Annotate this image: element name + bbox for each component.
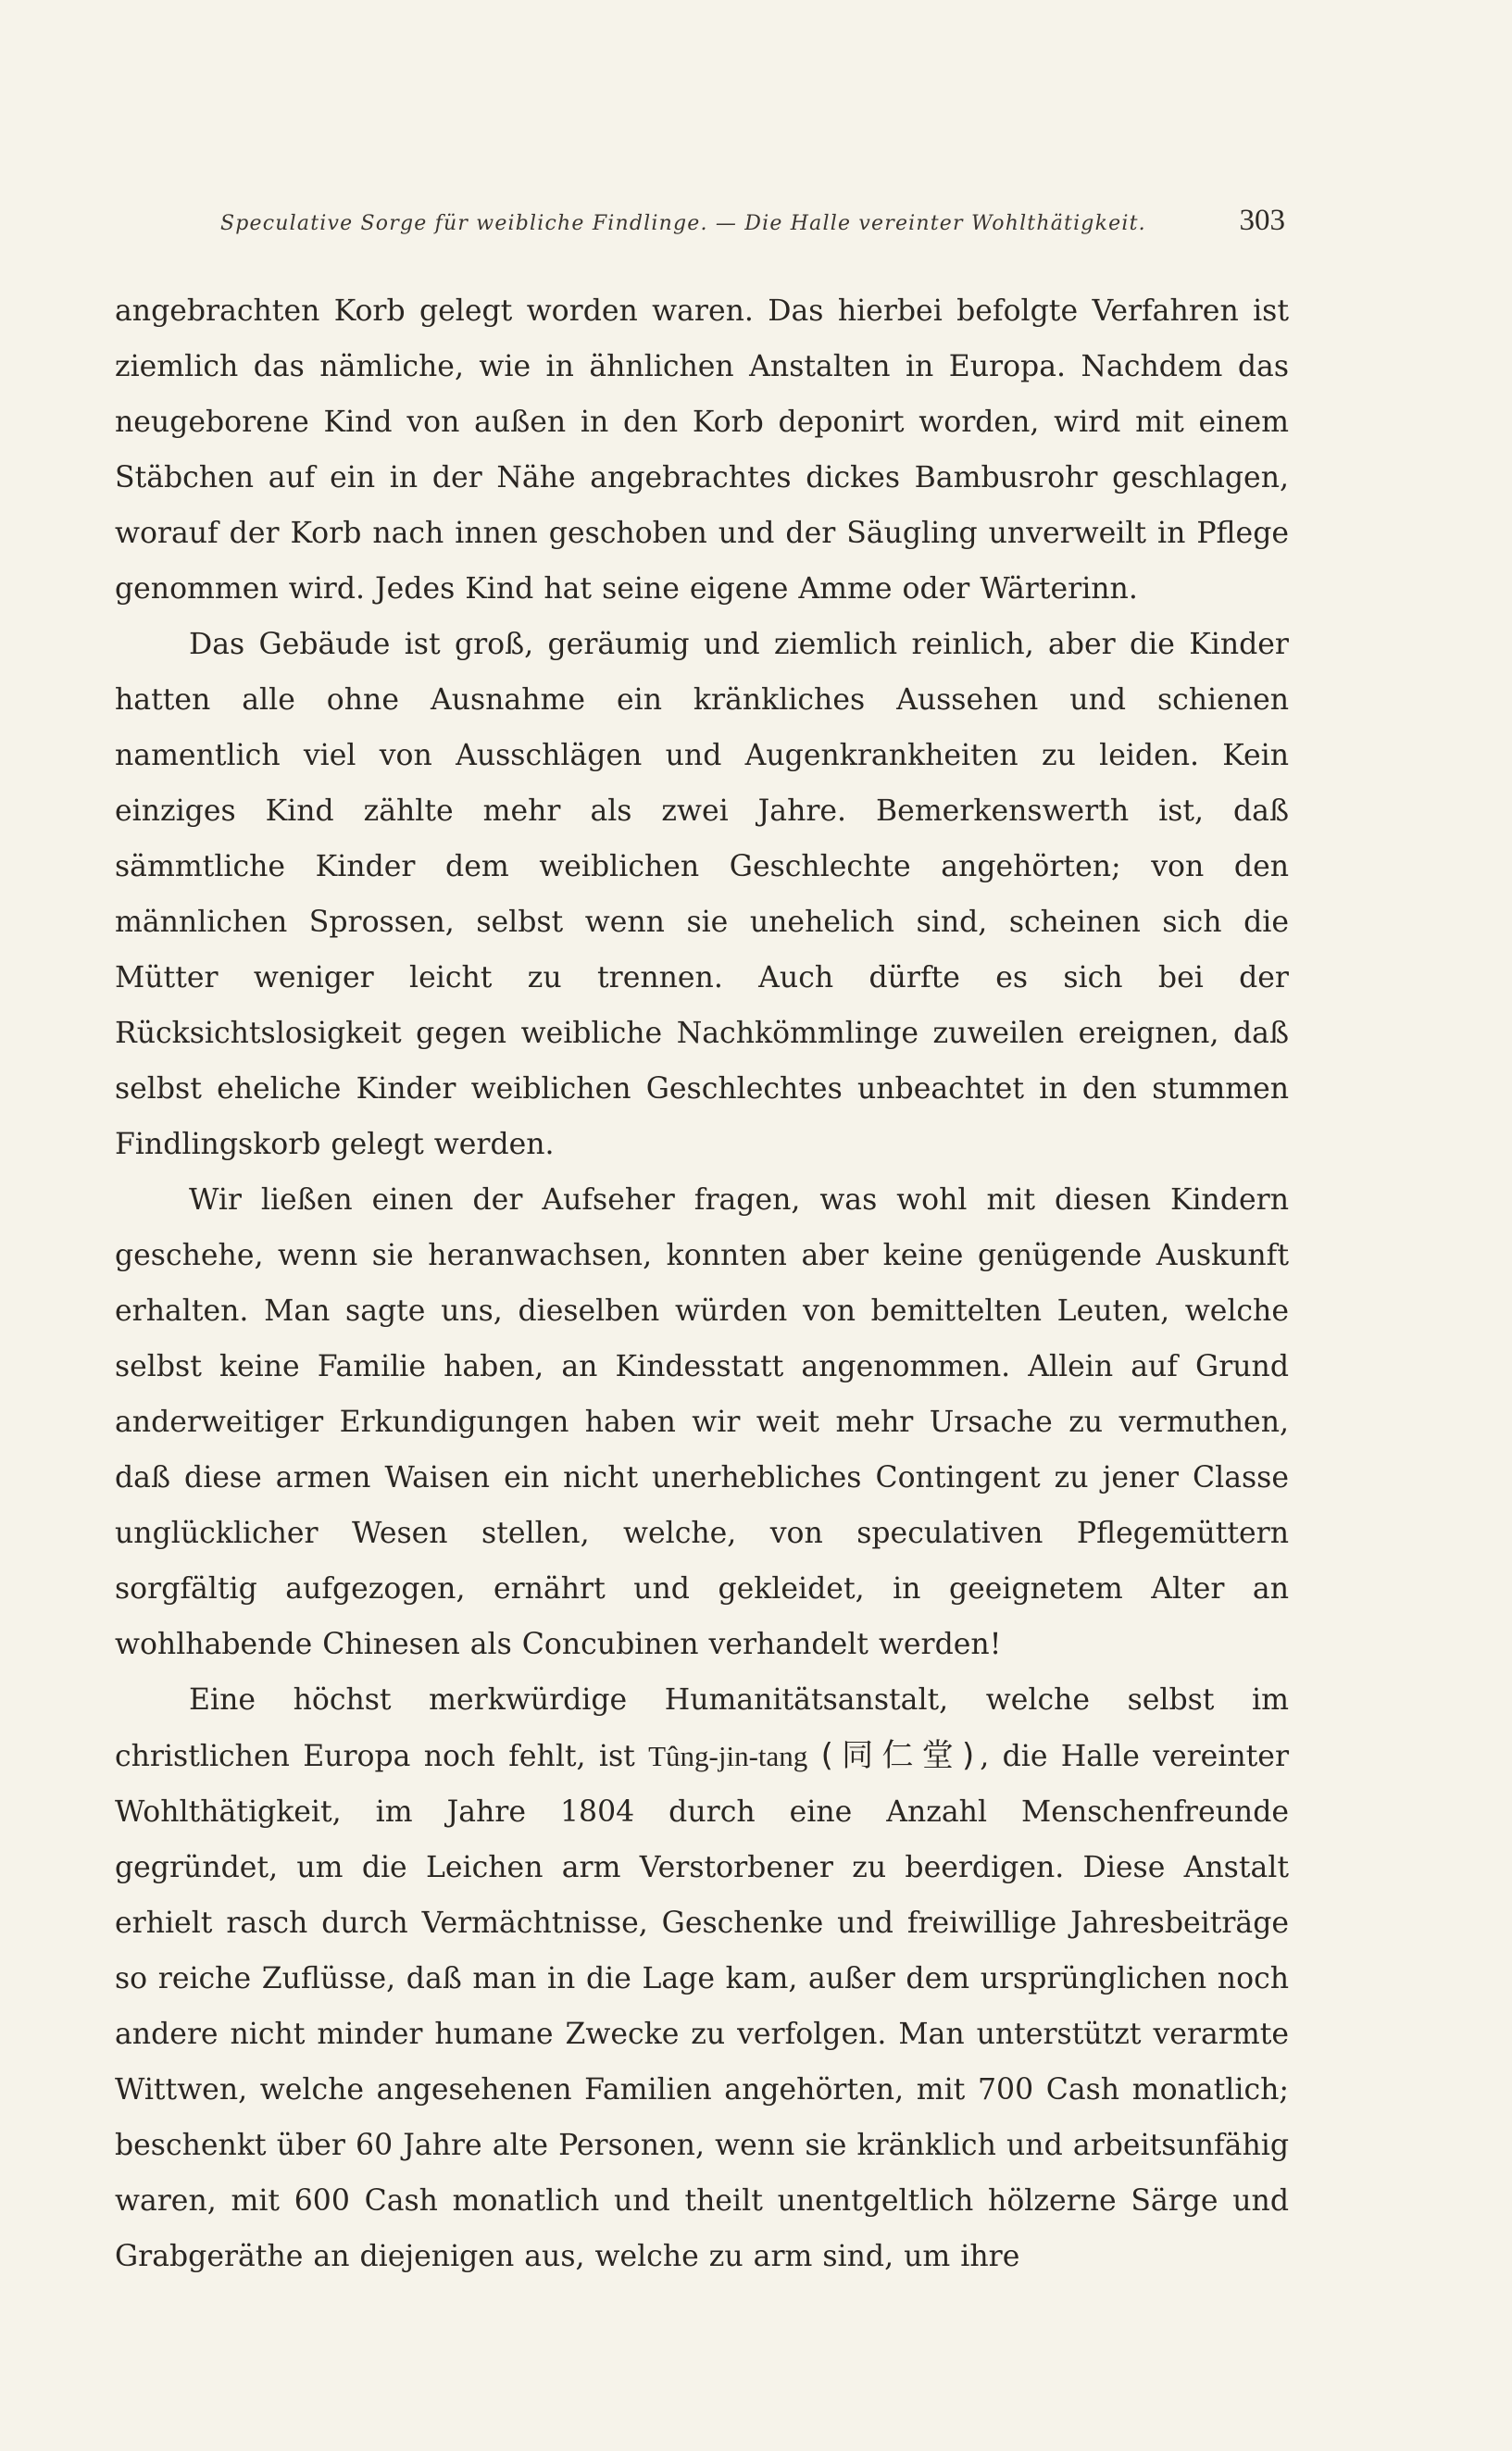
- romanized-name: Tûng-jin-tang: [648, 1740, 808, 1772]
- paragraph-4: [115, 1672, 1289, 2284]
- paragraph-2: Das Gebäude ist groß, geräumig und ziemlich reinlich, aber die Kinder hatten alle ohne Ausnahme ein kränkliches Aussehen und schienen namentlich viel von Ausschlägen und Augenkrankheiten zu leiden. Kein einziges Kind zählte mehr als zwei Jahre. Bemerkenswerth ist, daß sämmtliche Kinder dem weiblichen Geschlechte angehörten; von den männlichen Sprossen, selbst wenn sie unehelich sind, scheinen sich die Mütter weniger leicht zu trennen. Auch dürfte es sich bei der Rücksichtslosigkeit gegen weibliche Nachkömmlinge zuweilen ereignen, daß selbst eheliche Kinder weiblichen Geschlechtes unbeachtet in den stummen Findlingskorb gelegt werden.: [115, 628, 1289, 1161]
- paragraph-4-text-after: , die Halle vereinter Wohlthätigkeit, im Jahre 1804 durch eine Anzahl Menschenfreunde gegründet, um die Leichen arm Verstorbener zu beerdigen. Diese Anstalt erhielt rasch durch Vermächtnisse, Geschenke und freiwillige Jahresbeiträge so reiche Zuflüsse, daß man in die Lage kam, außer dem ursprünglichen noch andere nicht minder humane Zwecke zu verfolgen. Man unterstützt verarmte Wittwen, welche angesehenen Familien angehörten, mit 700 Cash monatlich; beschenkt über 60 Jahre alte Personen, wenn sie kränklich und arbeitsunfähig waren, mit 600 Cash monatlich und theilt unentgeltlich hölzerne Särge und Grabgeräthe an diejenigen aus, welche zu arm sind, um ihre: [115, 1740, 1290, 2273]
- chinese-characters: (同仁堂): [820, 1737, 981, 1774]
- paragraph-4-text-before: Eine höchst merkwürdige Humanitätsanstalt, welche selbst im christlichen Europa noch fehlt, ist: [115, 1683, 1289, 1773]
- page-number: 303: [1239, 204, 1285, 237]
- running-head: Speculative Sorge für weibliche Findlinge. — Die Halle vereinter Wohlthätigkeit.: [220, 212, 1146, 235]
- paragraph-1: angebrachten Korb gelegt worden waren. Das hierbei befolgte Verfahren ist ziemlich das nämliche, wie in ähnlichen Anstalten in Europa. Nachdem das neugeborene Kind von außen in den Korb deponirt worden, wird mit einem Stäbchen auf ein in der Nähe angebrachtes dickes Bambusrohr geschlagen, worauf der Korb nach innen geschoben und der Säugling unverweilt in Pflege genommen wird. Jedes Kind hat seine eigene Amme oder Wärterinn.: [115, 294, 1289, 606]
- paragraph-3: Wir ließen einen der Aufseher fragen, was wohl mit diesen Kindern geschehe, wenn sie heranwachsen, konnten aber keine genügende Auskunft erhalten. Man sagte uns, dieselben würden von bemittelten Leuten, welche selbst keine Familie haben, an Kindesstatt angenommen. Allein auf Grund anderweitiger Erkundigungen haben wir weit mehr Ursache zu vermuthen, daß diese armen Waisen ein nicht unerhebliches Contingent zu jener Classe unglücklicher Wesen stellen, welche, von speculativen Pflegemüttern sorgfältig aufgezogen, ernährt und gekleidet, in geeignetem Alter an wohlhabende Chinesen als Concubinen verhandelt werden!: [115, 1183, 1289, 1661]
- page-header: [220, 204, 1285, 244]
- body-text: [115, 283, 1289, 2284]
